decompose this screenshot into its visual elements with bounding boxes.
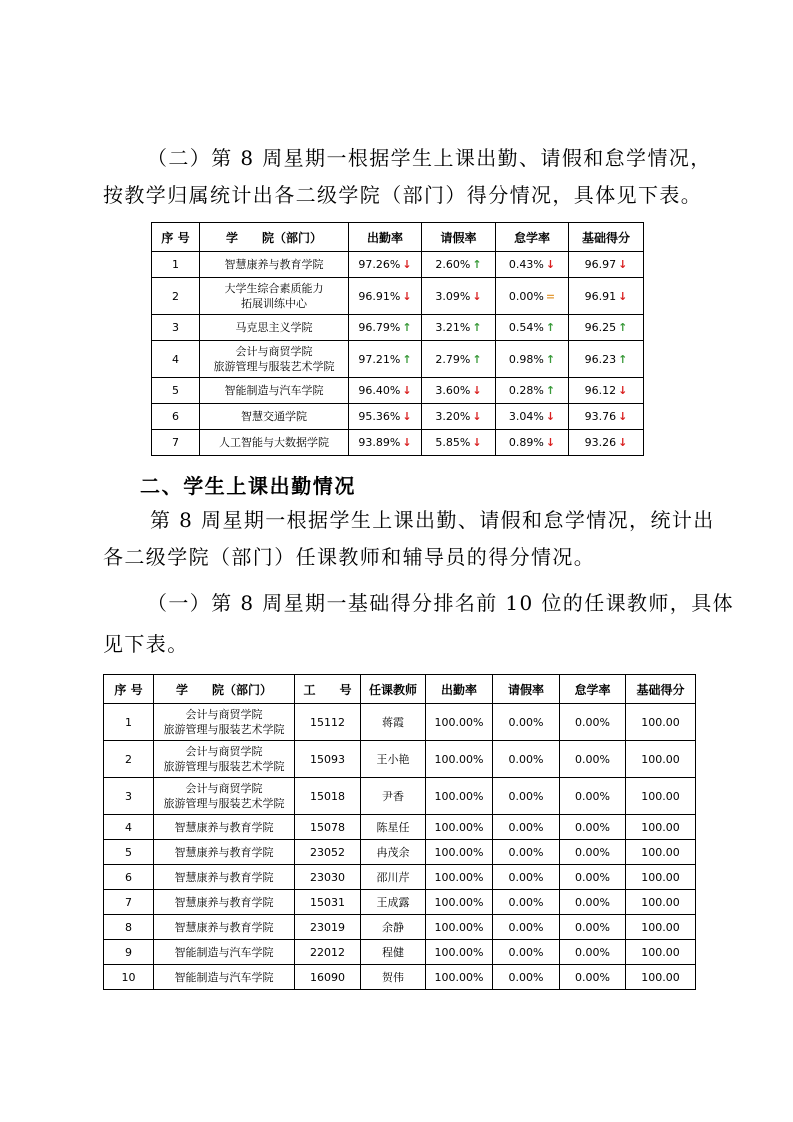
arrow-down-icon: ↓ (402, 436, 412, 449)
arrow-up-icon: ↑ (545, 384, 556, 397)
table-row (152, 315, 644, 341)
cell-value: 95.36% (358, 410, 401, 423)
cell-value: 96.40% (358, 384, 401, 397)
college-line: 马克思主义学院 (235, 321, 313, 334)
employee-id: 15031 (295, 890, 361, 915)
base-score (569, 315, 644, 341)
arrow-up-icon: ↑ (545, 321, 556, 334)
cell-value: 96.97 (584, 258, 617, 271)
employee-id: 15078 (295, 815, 361, 840)
leave-rate (422, 430, 496, 456)
attendance-rate: 100.00% (426, 704, 493, 741)
table-row (104, 840, 696, 865)
cell-value: 96.25 (584, 321, 617, 334)
employee-id: 15093 (295, 741, 361, 778)
idle-rate (496, 378, 569, 404)
cell-value: 0.28% (508, 384, 544, 397)
idle-rate: 0.00% (560, 704, 626, 741)
base-score: 100.00 (626, 865, 696, 890)
idle-rate: 0.00% (560, 940, 626, 965)
row-number: 6 (104, 865, 154, 890)
teacher-name: 蒋霞 (361, 704, 426, 741)
college-name (154, 890, 295, 915)
arrow-down-icon: ↓ (472, 384, 482, 397)
header-cell: 序 号 (104, 675, 154, 704)
teacher-score-table (103, 674, 696, 990)
leave-rate (422, 315, 496, 341)
row-number: 2 (152, 278, 200, 315)
college-name (154, 865, 295, 890)
college-name (200, 252, 349, 278)
attendance-rate: 100.00% (426, 840, 493, 865)
idle-rate: 0.00% (560, 915, 626, 940)
leave-rate: 0.00% (493, 965, 560, 990)
college-name (154, 840, 295, 865)
attendance-rate (349, 315, 422, 341)
leave-rate: 0.00% (493, 778, 560, 815)
arrow-down-icon: ↓ (472, 436, 482, 449)
leave-rate: 0.00% (493, 704, 560, 741)
college-line: 智慧交通学院 (241, 410, 307, 423)
base-score (569, 278, 644, 315)
college-score-table (151, 222, 644, 456)
teacher-name: 贺伟 (361, 965, 426, 990)
college-line: 拓展训练中心 (241, 297, 307, 310)
college-name (200, 341, 349, 378)
college-line: 会计与商贸学院 (185, 782, 263, 795)
section-para-line-1: 第 8 周星期一根据学生上课出勤、请假和怠学情况，统计出 (150, 508, 715, 532)
arrow-up-icon: ↑ (472, 258, 482, 271)
college-name (154, 778, 295, 815)
idle-rate: 0.00% (560, 890, 626, 915)
college-line: 智慧康养与教育学院 (224, 258, 324, 271)
arrow-up-icon: ↑ (545, 352, 556, 366)
arrow-up-icon: ↑ (618, 352, 628, 366)
table-row (104, 704, 696, 741)
idle-rate: 0.00% (560, 840, 626, 865)
cell-value: 2.60% (435, 258, 471, 271)
college-line: 智慧康养与教育学院 (174, 920, 274, 934)
attendance-rate: 100.00% (426, 915, 493, 940)
attendance-rate (349, 278, 422, 315)
leave-rate: 0.00% (493, 890, 560, 915)
attendance-rate: 100.00% (426, 865, 493, 890)
leave-rate: 0.00% (493, 865, 560, 890)
college-line: 智慧康养与教育学院 (174, 845, 274, 859)
employee-id: 16090 (295, 965, 361, 990)
base-score (569, 341, 644, 378)
arrow-up-icon: ↑ (618, 321, 628, 334)
leave-rate (422, 404, 496, 430)
cell-value: 93.76 (584, 410, 617, 423)
table-row (152, 430, 644, 456)
arrow-down-icon: ↓ (402, 258, 412, 271)
header-cell: 出勤率 (349, 223, 422, 252)
employee-id: 23052 (295, 840, 361, 865)
cell-value: 0.00% (508, 289, 544, 303)
base-score: 100.00 (626, 778, 696, 815)
cell-value: 0.54% (508, 321, 544, 334)
college-name (200, 278, 349, 315)
section-para-line-2: 各二级学院（部门）任课教师和辅导员的得分情况。 (103, 545, 596, 569)
college-name (200, 315, 349, 341)
attendance-rate: 100.00% (426, 940, 493, 965)
cell-value: 96.23 (584, 352, 617, 366)
table-header-row (152, 223, 644, 252)
row-number: 2 (104, 741, 154, 778)
row-number: 3 (104, 778, 154, 815)
table-row (104, 778, 696, 815)
arrow-down-icon: ↓ (472, 410, 482, 423)
attendance-rate (349, 378, 422, 404)
cell-value: 97.26% (358, 258, 401, 271)
arrow-up-icon: ↑ (402, 352, 412, 366)
cell-value: 3.09% (435, 289, 471, 303)
idle-rate: 0.00% (560, 778, 626, 815)
base-score: 100.00 (626, 840, 696, 865)
college-name (154, 741, 295, 778)
cell-value: 0.43% (508, 258, 544, 271)
college-line: 大学生综合素质能力 (224, 282, 324, 295)
cell-value: 5.85% (435, 436, 471, 449)
college-line: 会计与商贸学院 (185, 708, 263, 721)
arrow-down-icon: ↓ (472, 289, 482, 303)
idle-rate: 0.00% (560, 865, 626, 890)
arrow-down-icon: ↓ (618, 436, 628, 449)
employee-id: 15018 (295, 778, 361, 815)
subsection-line-2: 见下表。 (103, 632, 189, 656)
row-number: 1 (104, 704, 154, 741)
teacher-name: 程健 (361, 940, 426, 965)
college-name (200, 430, 349, 456)
header-cell: 请假率 (493, 675, 560, 704)
leave-rate: 0.00% (493, 741, 560, 778)
teacher-name: 王成露 (361, 890, 426, 915)
arrow-down-icon: ↓ (618, 410, 628, 423)
row-number: 7 (152, 430, 200, 456)
college-name (154, 704, 295, 741)
subsection-line-1: （一）第 8 周星期一基础得分排名前 10 位的任课教师，具体 (147, 591, 735, 615)
college-name (154, 915, 295, 940)
arrow-down-icon: ↓ (618, 289, 628, 303)
college-line: 会计与商贸学院 (185, 745, 263, 758)
row-number: 10 (104, 965, 154, 990)
attendance-rate: 100.00% (426, 778, 493, 815)
idle-rate: 0.00% (560, 965, 626, 990)
leave-rate (422, 252, 496, 278)
table-row (104, 890, 696, 915)
cell-value: 93.26 (584, 436, 617, 449)
arrow-up-icon: ↑ (472, 352, 482, 366)
table-row (152, 341, 644, 378)
arrow-down-icon: ↓ (618, 384, 628, 397)
teacher-name: 王小艳 (361, 741, 426, 778)
row-number: 9 (104, 940, 154, 965)
idle-rate (496, 404, 569, 430)
row-number: 4 (104, 815, 154, 840)
college-line: 旅游管理与服装艺术学院 (163, 797, 285, 810)
college-line: 旅游管理与服装艺术学院 (163, 723, 285, 736)
employee-id: 23019 (295, 915, 361, 940)
college-name (200, 378, 349, 404)
table-row (104, 915, 696, 940)
leave-rate: 0.00% (493, 815, 560, 840)
table-row (152, 278, 644, 315)
teacher-name: 余静 (361, 915, 426, 940)
header-cell: 任课教师 (361, 675, 426, 704)
college-line: 智慧康养与教育学院 (174, 895, 274, 909)
college-line: 旅游管理与服装艺术学院 (213, 360, 335, 373)
college-line: 智能制造与汽车学院 (174, 970, 274, 984)
cell-value: 2.79% (435, 352, 471, 366)
arrow-down-icon: ↓ (545, 410, 556, 423)
cell-value: 96.91% (358, 289, 401, 303)
attendance-rate (349, 430, 422, 456)
idle-rate: 0.00% (560, 815, 626, 840)
row-number: 6 (152, 404, 200, 430)
attendance-rate (349, 404, 422, 430)
cell-value: 3.60% (435, 384, 471, 397)
header-cell: 工 号 (295, 675, 361, 704)
college-name (200, 404, 349, 430)
table-header-row (104, 675, 696, 704)
attendance-rate: 100.00% (426, 890, 493, 915)
table-row (104, 741, 696, 778)
row-number: 8 (104, 915, 154, 940)
attendance-rate (349, 341, 422, 378)
header-cell: 学 院（部门） (200, 223, 349, 252)
arrow-down-icon: ↓ (402, 410, 412, 423)
header-cell: 学 院（部门） (154, 675, 295, 704)
teacher-name: 陈星任 (361, 815, 426, 840)
table-row (152, 404, 644, 430)
college-name (154, 940, 295, 965)
base-score: 100.00 (626, 915, 696, 940)
header-cell: 怠学率 (560, 675, 626, 704)
idle-rate: 0.00% (560, 741, 626, 778)
intro-line-1: （二）第 8 周星期一根据学生上课出勤、请假和怠学情况， (147, 146, 712, 170)
table-row (104, 965, 696, 990)
teacher-name: 冉茂余 (361, 840, 426, 865)
arrow-down-icon: ↓ (618, 258, 628, 271)
attendance-rate: 100.00% (426, 815, 493, 840)
idle-rate (496, 430, 569, 456)
leave-rate: 0.00% (493, 840, 560, 865)
teacher-name: 尹香 (361, 778, 426, 815)
base-score: 100.00 (626, 741, 696, 778)
base-score: 100.00 (626, 965, 696, 990)
base-score: 100.00 (626, 940, 696, 965)
base-score (569, 378, 644, 404)
cell-value: 96.79% (358, 321, 401, 334)
college-line: 智能制造与汽车学院 (224, 384, 324, 397)
table-row (104, 865, 696, 890)
header-cell: 怠学率 (496, 223, 569, 252)
cell-value: 97.21% (358, 352, 401, 366)
row-number: 1 (152, 252, 200, 278)
idle-rate (496, 278, 569, 315)
arrow-up-icon: ↑ (402, 321, 412, 334)
college-line: 智慧康养与教育学院 (174, 820, 274, 834)
header-cell: 基础得分 (569, 223, 644, 252)
arrow-down-icon: ↓ (402, 384, 412, 397)
header-cell: 请假率 (422, 223, 496, 252)
intro-line-2: 按教学归属统计出各二级学院（部门）得分情况，具体见下表。 (103, 183, 703, 207)
college-line: 旅游管理与服装艺术学院 (163, 760, 285, 773)
equal-icon: = (545, 289, 556, 303)
cell-value: 96.91 (584, 289, 617, 303)
table-row (104, 940, 696, 965)
base-score: 100.00 (626, 704, 696, 741)
base-score: 100.00 (626, 890, 696, 915)
arrow-up-icon: ↑ (472, 321, 482, 334)
base-score (569, 430, 644, 456)
idle-rate (496, 252, 569, 278)
header-cell: 序 号 (152, 223, 200, 252)
table-row (104, 815, 696, 840)
idle-rate (496, 315, 569, 341)
cell-value: 3.20% (435, 410, 471, 423)
base-score (569, 404, 644, 430)
cell-value: 0.89% (508, 436, 544, 449)
college-name (154, 965, 295, 990)
college-line: 智能制造与汽车学院 (174, 945, 274, 959)
cell-value: 3.04% (508, 410, 544, 423)
leave-rate: 0.00% (493, 915, 560, 940)
teacher-name: 邵川芹 (361, 865, 426, 890)
header-cell: 出勤率 (426, 675, 493, 704)
cell-value: 93.89% (358, 436, 401, 449)
table-row (152, 252, 644, 278)
row-number: 3 (152, 315, 200, 341)
table-row (152, 378, 644, 404)
cell-value: 96.12 (584, 384, 617, 397)
row-number: 4 (152, 341, 200, 378)
leave-rate (422, 378, 496, 404)
header-cell: 基础得分 (626, 675, 696, 704)
row-number: 5 (152, 378, 200, 404)
attendance-rate: 100.00% (426, 965, 493, 990)
attendance-rate: 100.00% (426, 741, 493, 778)
attendance-rate (349, 252, 422, 278)
arrow-down-icon: ↓ (545, 436, 556, 449)
college-name (154, 815, 295, 840)
row-number: 7 (104, 890, 154, 915)
leave-rate (422, 341, 496, 378)
arrow-down-icon: ↓ (402, 289, 412, 303)
row-number: 5 (104, 840, 154, 865)
employee-id: 22012 (295, 940, 361, 965)
employee-id: 23030 (295, 865, 361, 890)
leave-rate (422, 278, 496, 315)
section-title: 二、学生上课出勤情况 (140, 474, 356, 498)
leave-rate: 0.00% (493, 940, 560, 965)
base-score: 100.00 (626, 815, 696, 840)
college-line: 会计与商贸学院 (235, 345, 313, 358)
employee-id: 15112 (295, 704, 361, 741)
arrow-down-icon: ↓ (545, 258, 556, 271)
cell-value: 0.98% (508, 352, 544, 366)
idle-rate (496, 341, 569, 378)
base-score (569, 252, 644, 278)
college-line: 人工智能与大数据学院 (219, 436, 329, 449)
college-line: 智慧康养与教育学院 (174, 870, 274, 884)
cell-value: 3.21% (435, 321, 471, 334)
